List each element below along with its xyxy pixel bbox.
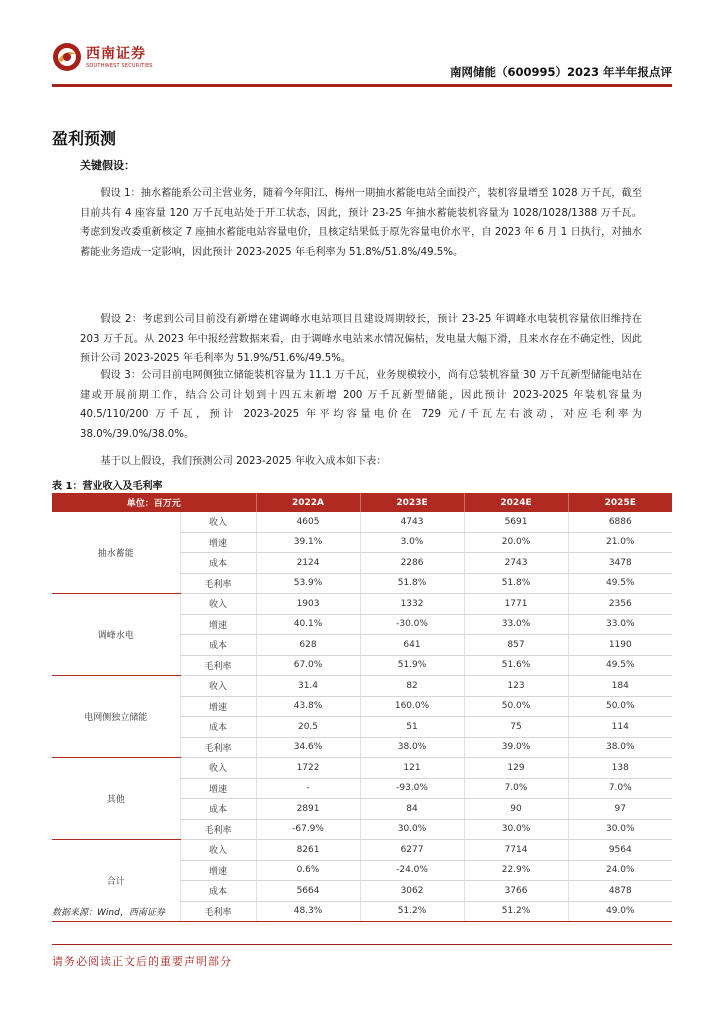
metric-label-cell: 成本 — [180, 635, 256, 656]
value-cell: 22.9% — [464, 860, 568, 881]
header-divider — [52, 84, 672, 87]
metric-label-cell: 增速 — [180, 614, 256, 635]
metric-label-cell: 毛利率 — [180, 737, 256, 758]
company-logo — [52, 40, 172, 80]
value-cell: 51.6% — [464, 655, 568, 676]
value-cell: 49.5% — [568, 655, 672, 676]
segment-name-cell: 抽水蓄能 — [52, 512, 180, 594]
value-cell: 5691 — [464, 512, 568, 532]
metric-label-cell: 成本 — [180, 799, 256, 820]
year-header-cell: 2023E — [360, 493, 464, 512]
value-cell: -67.9% — [256, 819, 360, 840]
value-cell: 0.6% — [256, 860, 360, 881]
value-cell: 8261 — [256, 840, 360, 861]
value-cell: 138 — [568, 758, 672, 779]
metric-label-cell: 收入 — [180, 758, 256, 779]
value-cell: 50.0% — [568, 696, 672, 717]
year-header-cell: 2025E — [568, 493, 672, 512]
value-cell: 4743 — [360, 512, 464, 532]
value-cell: -93.0% — [360, 778, 464, 799]
value-cell: 51 — [360, 717, 464, 738]
value-cell: 21.0% — [568, 532, 672, 553]
revenue-margin-table — [52, 493, 672, 922]
value-cell: 33.0% — [464, 614, 568, 635]
value-cell: 1771 — [464, 594, 568, 615]
value-cell: 82 — [360, 676, 464, 697]
value-cell: 5664 — [256, 881, 360, 902]
value-cell: 20.0% — [464, 532, 568, 553]
value-cell: 39.0% — [464, 737, 568, 758]
metric-label-cell: 收入 — [180, 840, 256, 861]
value-cell: 6886 — [568, 512, 672, 532]
value-cell: 30.0% — [568, 819, 672, 840]
value-cell: 31.4 — [256, 676, 360, 697]
table-intro-paragraph: 基于以上假设，我们预测公司 2023-2025 年收入成本如下表： — [100, 456, 387, 467]
value-cell: -30.0% — [360, 614, 464, 635]
table-row — [52, 840, 672, 861]
value-cell: 6277 — [360, 840, 464, 861]
footer-divider — [52, 944, 672, 945]
value-cell: 75 — [464, 717, 568, 738]
value-cell: 1722 — [256, 758, 360, 779]
value-cell: 97 — [568, 799, 672, 820]
metric-label-cell: 成本 — [180, 553, 256, 574]
value-cell: 1332 — [360, 594, 464, 615]
value-cell: 20.5 — [256, 717, 360, 738]
disclaimer-notice: 请务必阅读正文后的重要声明部分 — [52, 955, 232, 968]
value-cell: 1190 — [568, 635, 672, 656]
value-cell: 4605 — [256, 512, 360, 532]
table-row — [52, 676, 672, 697]
value-cell: 51.8% — [360, 573, 464, 594]
table-row — [52, 512, 672, 532]
value-cell: 49.0% — [568, 901, 672, 922]
value-cell: 51.2% — [464, 901, 568, 922]
data-source-note: 数据来源：Wind，西南证券 — [52, 908, 165, 918]
metric-label-cell: 增速 — [180, 860, 256, 881]
value-cell: 30.0% — [360, 819, 464, 840]
value-cell: 160.0% — [360, 696, 464, 717]
metric-label-cell: 毛利率 — [180, 901, 256, 922]
unit-header-cell: 单位：百万元 — [52, 493, 256, 512]
value-cell: 121 — [360, 758, 464, 779]
value-cell: 39.1% — [256, 532, 360, 553]
page-header — [52, 40, 672, 86]
metric-label-cell: 毛利率 — [180, 573, 256, 594]
value-cell: 34.6% — [256, 737, 360, 758]
value-cell: 40.1% — [256, 614, 360, 635]
value-cell: 2743 — [464, 553, 568, 574]
value-cell: 129 — [464, 758, 568, 779]
segment-name-cell: 电网侧独立储能 — [52, 676, 180, 758]
metric-label-cell: 增速 — [180, 532, 256, 553]
value-cell: 33.0% — [568, 614, 672, 635]
value-cell: 38.0% — [360, 737, 464, 758]
value-cell: 24.0% — [568, 860, 672, 881]
value-cell: -24.0% — [360, 860, 464, 881]
value-cell: 184 — [568, 676, 672, 697]
assumption-paragraph-2: 假设 2：考虑到公司目前没有新增在建调峰水电站项目且建设周期较长，预计 23-25 年调峰水电装机容量依旧维持在 203 万千瓦。从 2023 年中报经营数据来看，由于调峰水电站来水情况偏枯，发电量大幅下滑，且来水存在不确定性，因此预计公司 2023-2025 年毛利率为 51.9%/51.6%/49.5%。 — [80, 314, 642, 364]
value-cell: 30.0% — [464, 819, 568, 840]
year-header-cell: 2022A — [256, 493, 360, 512]
assumption-paragraph-1: 假设 1：抽水蓄能系公司主营业务，随着今年阳江、梅州一期抽水蓄能电站全面投产，装机容量增至 1028 万千瓦，截至目前共有 4 座容量 120 万千瓦电站处于开工状态，因此，预计 23-25 年抽水蓄能装机容量为 1028/1028/1388 万千瓦。考虑到发改委重新核定 7 座抽水蓄能电站容量电价，且核定结果低于原先容量电价水平，自 2023 年 6 月 1 日执行，对抽水蓄能业务造成一定影响，因此预计 2023-2025 年毛利率为 51.8%/51.8%/49.5%。 — [80, 188, 642, 258]
value-cell: 9564 — [568, 840, 672, 861]
metric-label-cell: 收入 — [180, 676, 256, 697]
metric-label-cell: 成本 — [180, 717, 256, 738]
metric-label-cell: 毛利率 — [180, 655, 256, 676]
value-cell: 1903 — [256, 594, 360, 615]
key-assumptions-heading: 关键假设： — [80, 159, 135, 172]
metric-label-cell: 成本 — [180, 881, 256, 902]
table-header-row — [52, 493, 672, 512]
value-cell: 49.5% — [568, 573, 672, 594]
year-header-cell: 2024E — [464, 493, 568, 512]
value-cell: 84 — [360, 799, 464, 820]
value-cell: 43.8% — [256, 696, 360, 717]
value-cell: 51.8% — [464, 573, 568, 594]
value-cell: 38.0% — [568, 737, 672, 758]
table-body — [52, 512, 672, 922]
table-row — [52, 594, 672, 615]
metric-label-cell: 增速 — [180, 778, 256, 799]
value-cell: 2891 — [256, 799, 360, 820]
report-title: 南网储能（600995）2023 年半年报点评 — [449, 65, 672, 79]
value-cell: 114 — [568, 717, 672, 738]
value-cell: 3062 — [360, 881, 464, 902]
segment-name-cell: 调峰水电 — [52, 594, 180, 676]
value-cell: 67.0% — [256, 655, 360, 676]
value-cell: 123 — [464, 676, 568, 697]
section-title: 盈利预测 — [52, 129, 117, 148]
metric-label-cell: 增速 — [180, 696, 256, 717]
value-cell: 2356 — [568, 594, 672, 615]
value-cell: 3766 — [464, 881, 568, 902]
value-cell: 7.0% — [568, 778, 672, 799]
value-cell: 7714 — [464, 840, 568, 861]
value-cell: 51.2% — [360, 901, 464, 922]
segment-name-cell: 其他 — [52, 758, 180, 840]
table-row — [52, 758, 672, 779]
value-cell: 857 — [464, 635, 568, 656]
value-cell: 641 — [360, 635, 464, 656]
value-cell: 53.9% — [256, 573, 360, 594]
assumption-paragraph-3: 假设 3：公司目前电网侧独立储能装机容量为 11.1 万千瓦，业务规模较小，尚有总装机容量 30 万千瓦新型储能电站在建或开展前期工作，结合公司计划到十四五末新增 200 万千瓦新型储能，因此预计 2023-2025 年装机容量为 40.5/110/200 万千瓦，预计 2023-2025 年平均容量电价在 729 元/千瓦左右波动，对应毛利率为 38.0%/39.0%/38.0%。 — [80, 370, 642, 440]
metric-label-cell: 毛利率 — [180, 819, 256, 840]
value-cell: 3.0% — [360, 532, 464, 553]
logo-emblem-icon — [52, 42, 82, 72]
metric-label-cell: 收入 — [180, 594, 256, 615]
value-cell: 4878 — [568, 881, 672, 902]
value-cell: 51.9% — [360, 655, 464, 676]
value-cell: 628 — [256, 635, 360, 656]
value-cell: 2286 — [360, 553, 464, 574]
value-cell: - — [256, 778, 360, 799]
metric-label-cell: 收入 — [180, 512, 256, 532]
value-cell: 2124 — [256, 553, 360, 574]
value-cell: 90 — [464, 799, 568, 820]
value-cell: 48.3% — [256, 901, 360, 922]
value-cell: 50.0% — [464, 696, 568, 717]
logo-english-name: SOUTHWEST SECURITIES — [86, 63, 153, 69]
value-cell: 7.0% — [464, 778, 568, 799]
segment-name-cell: 合计 — [52, 840, 180, 922]
value-cell: 3478 — [568, 553, 672, 574]
logo-chinese-name: 西南证券 — [86, 46, 146, 62]
table-caption: 表 1：营业收入及毛利率 — [52, 481, 163, 492]
